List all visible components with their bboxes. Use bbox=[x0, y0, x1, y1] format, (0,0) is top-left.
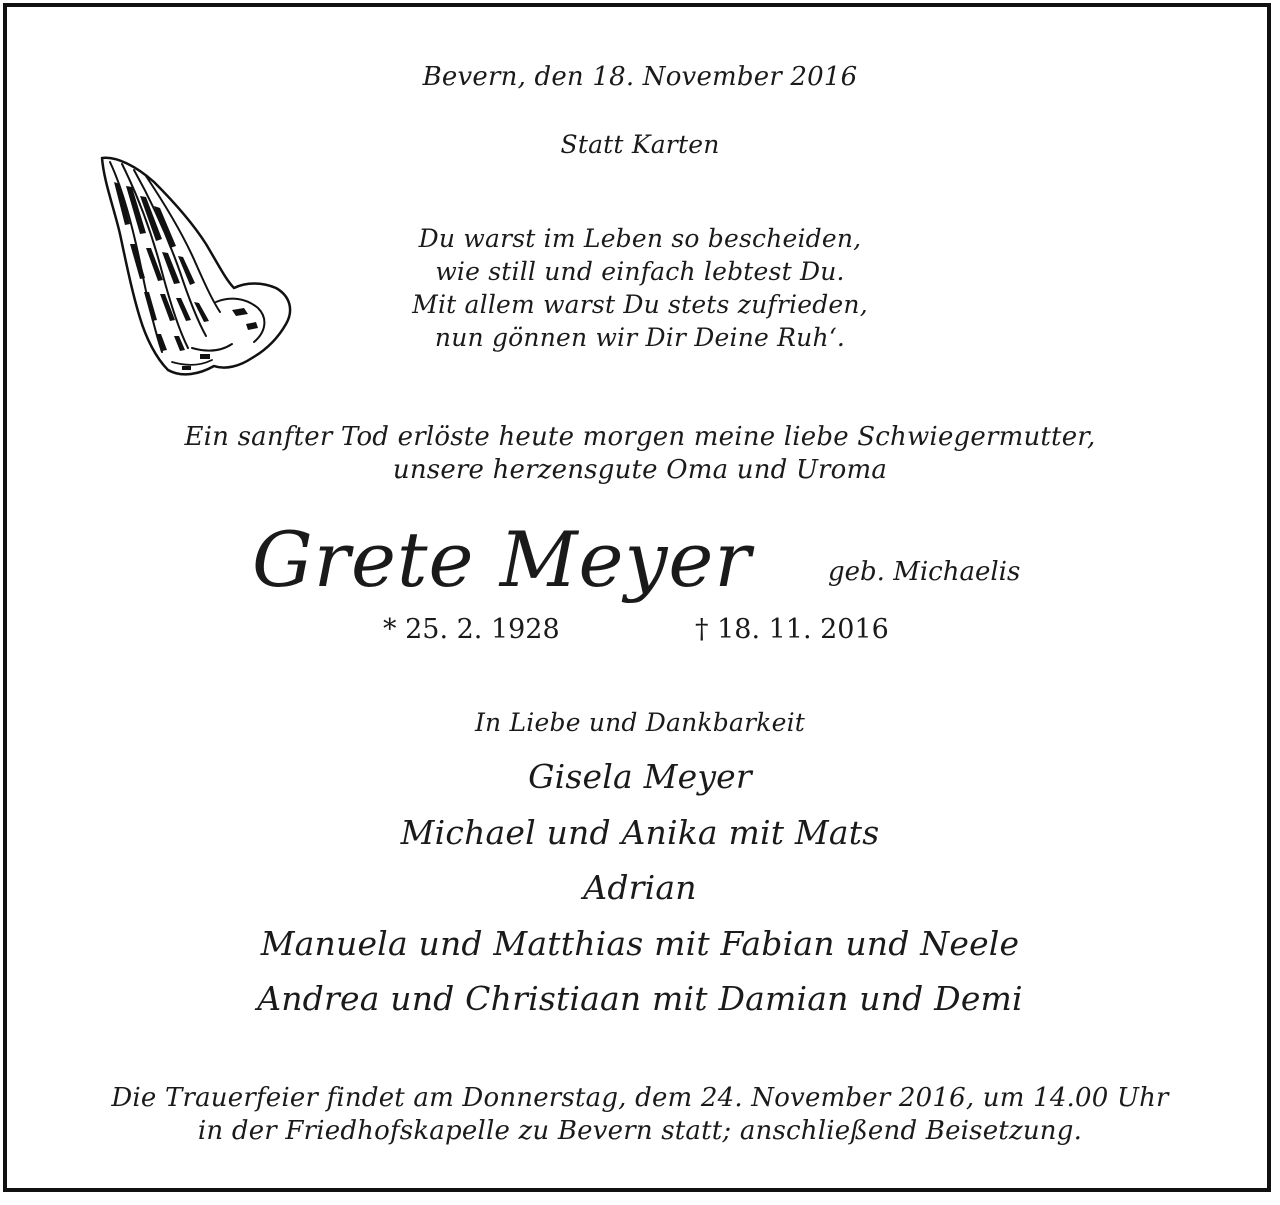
funeral-info-line: Die Trauerfeier findet am Donnerstag, dem 24. November 2016, um 14.00 Uhr bbox=[111, 1083, 1169, 1113]
gratitude-line: In Liebe und Dankbarkeit bbox=[474, 708, 806, 737]
statt-karten: Statt Karten bbox=[560, 130, 720, 159]
deceased-name: Grete Meyer bbox=[252, 515, 752, 604]
mourner-line: Manuela und Matthias mit Fabian und Neele bbox=[260, 924, 1020, 963]
death-date: † 18. 11. 2016 bbox=[695, 614, 889, 645]
life-dates bbox=[0, 614, 1280, 650]
verse-line: Mit allem warst Du stets zufrieden, bbox=[412, 290, 868, 319]
mourner-line: Gisela Meyer bbox=[528, 757, 752, 796]
intro-line: Ein sanfter Tod erlöste heute morgen meine liebe Schwiegermutter, bbox=[184, 422, 1096, 452]
birth-date: * 25. 2. 1928 bbox=[383, 614, 560, 645]
maiden-name: geb. Michaelis bbox=[828, 557, 1021, 587]
funeral-info-line: in der Friedhofskapelle zu Bevern statt; anschließend Beisetzung. bbox=[197, 1116, 1083, 1146]
mourner-line: Adrian bbox=[583, 868, 697, 907]
place-date: Bevern, den 18. November 2016 bbox=[422, 62, 858, 92]
verse-line: wie still und einfach lebtest Du. bbox=[435, 257, 845, 286]
mourner-line: Andrea und Christiaan mit Damian und Demi bbox=[257, 979, 1023, 1018]
mourner-line: Michael und Anika mit Mats bbox=[400, 813, 880, 852]
intro-line: unsere herzensgute Oma und Uroma bbox=[392, 455, 888, 485]
verse-line: nun gönnen wir Dir Deine Ruh‘. bbox=[434, 323, 846, 352]
verse-line: Du warst im Leben so bescheiden, bbox=[418, 224, 862, 253]
deceased-name-row bbox=[0, 515, 1280, 605]
